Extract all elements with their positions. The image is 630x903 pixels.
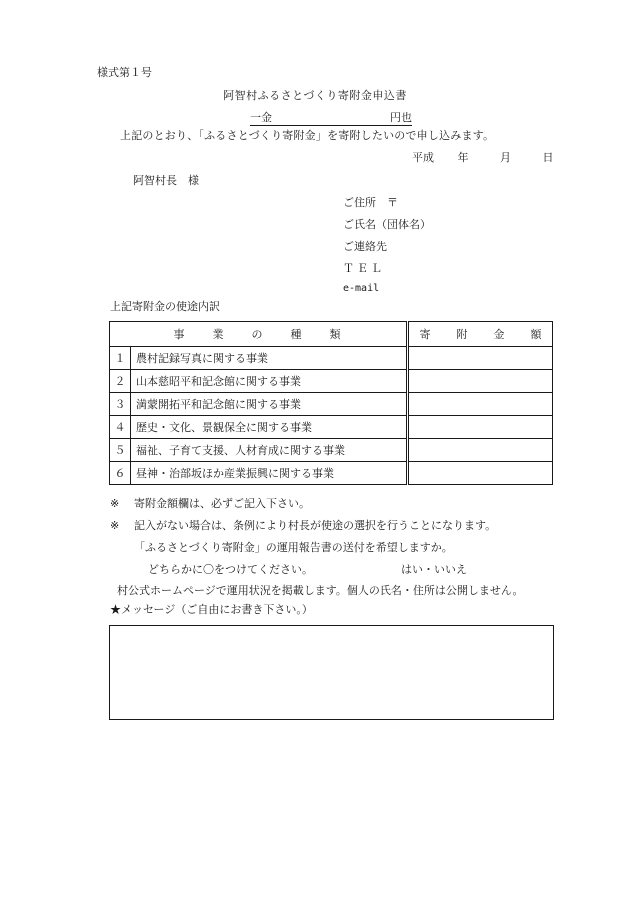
addressee: 阿智村長 様: [133, 174, 199, 187]
row-number: １: [110, 347, 131, 370]
row-number: ６: [110, 462, 131, 485]
date-year: 年: [457, 151, 469, 164]
header-project-type: 事 業 の 種 類: [110, 322, 408, 347]
amount-prefix: 一金: [250, 111, 272, 124]
project-label: 満蒙開拓平和記念館に関する事業: [131, 393, 408, 416]
amount-suffix: 円也: [390, 111, 412, 124]
table-row: [110, 393, 553, 416]
project-label: 歴史・文化、景観保全に関する事業: [131, 416, 408, 439]
table-header-row: [110, 322, 553, 347]
note-required-amount: [110, 497, 310, 511]
table-row: [110, 416, 553, 439]
project-label: 昼神・治部坂ほか産業振興に関する事業: [131, 462, 408, 485]
table-row: [110, 370, 553, 393]
project-label: 農村記録写真に関する事業: [131, 347, 408, 370]
message-heading: ★メッセージ（ご自由にお書き下さい。）: [110, 603, 313, 616]
note-text: 寄附金額欄は、必ずご記入下さい。: [134, 497, 310, 510]
row-number: ２: [110, 370, 131, 393]
row-number: ５: [110, 439, 131, 462]
donation-usage-table: [109, 321, 553, 485]
tel-field[interactable]: ＴＥＬ: [343, 262, 385, 275]
amount-cell[interactable]: [408, 347, 553, 370]
date-day: 日: [542, 151, 554, 164]
table-row: [110, 462, 553, 485]
email-field[interactable]: e-mail: [343, 283, 380, 294]
donation-amount-line[interactable]: [250, 111, 412, 126]
date-month: 月: [500, 151, 511, 164]
document-title: 阿智村ふるさとづくり寄附金申込書: [223, 89, 407, 102]
amount-cell[interactable]: [408, 462, 553, 485]
amount-cell[interactable]: [408, 370, 553, 393]
contact-field[interactable]: ご連絡先: [343, 240, 387, 253]
application-date: [412, 151, 554, 165]
row-number: ４: [110, 416, 131, 439]
yes-no-choice[interactable]: はい・いいえ: [401, 563, 467, 576]
row-number: ３: [110, 393, 131, 416]
date-era: 平成: [412, 151, 434, 164]
note-mark: ※: [110, 497, 120, 510]
circle-instruction: どちらかに〇をつけてください。: [148, 563, 313, 576]
table-row: [110, 347, 553, 370]
amount-cell[interactable]: [408, 393, 553, 416]
message-box[interactable]: [109, 625, 554, 720]
header-donation-amount: 寄 附 金 額: [408, 322, 553, 347]
project-label: 山本慈昭平和記念館に関する事業: [131, 370, 408, 393]
note-text: 記入がない場合は、条例により村長が使途の選択を行うことになります。: [134, 519, 497, 532]
name-field[interactable]: ご氏名（団体名）: [343, 218, 431, 231]
address-field[interactable]: ご住所 〒: [343, 196, 398, 209]
project-label: 福祉、子育て支援、人材育成に関する事業: [131, 439, 408, 462]
form-number: 様式第１号: [97, 66, 152, 79]
amount-cell[interactable]: [408, 439, 553, 462]
amount-cell[interactable]: [408, 416, 553, 439]
table-row: [110, 439, 553, 462]
website-notice: 村公式ホームページで運用状況を掲載します。個人の氏名・住所は公開しません。: [117, 584, 524, 597]
usage-heading: 上記寄附金の使途内訳: [110, 300, 220, 313]
intro-text: 上記のとおり、「ふるさとづくり寄附金」を寄附したいので申し込みます。: [120, 129, 495, 142]
report-question: 「ふるさとづくり寄附金」の運用報告書の送付を希望しますか。: [134, 541, 453, 554]
note-mark: ※: [110, 519, 120, 532]
note-default-usage: [110, 519, 496, 533]
